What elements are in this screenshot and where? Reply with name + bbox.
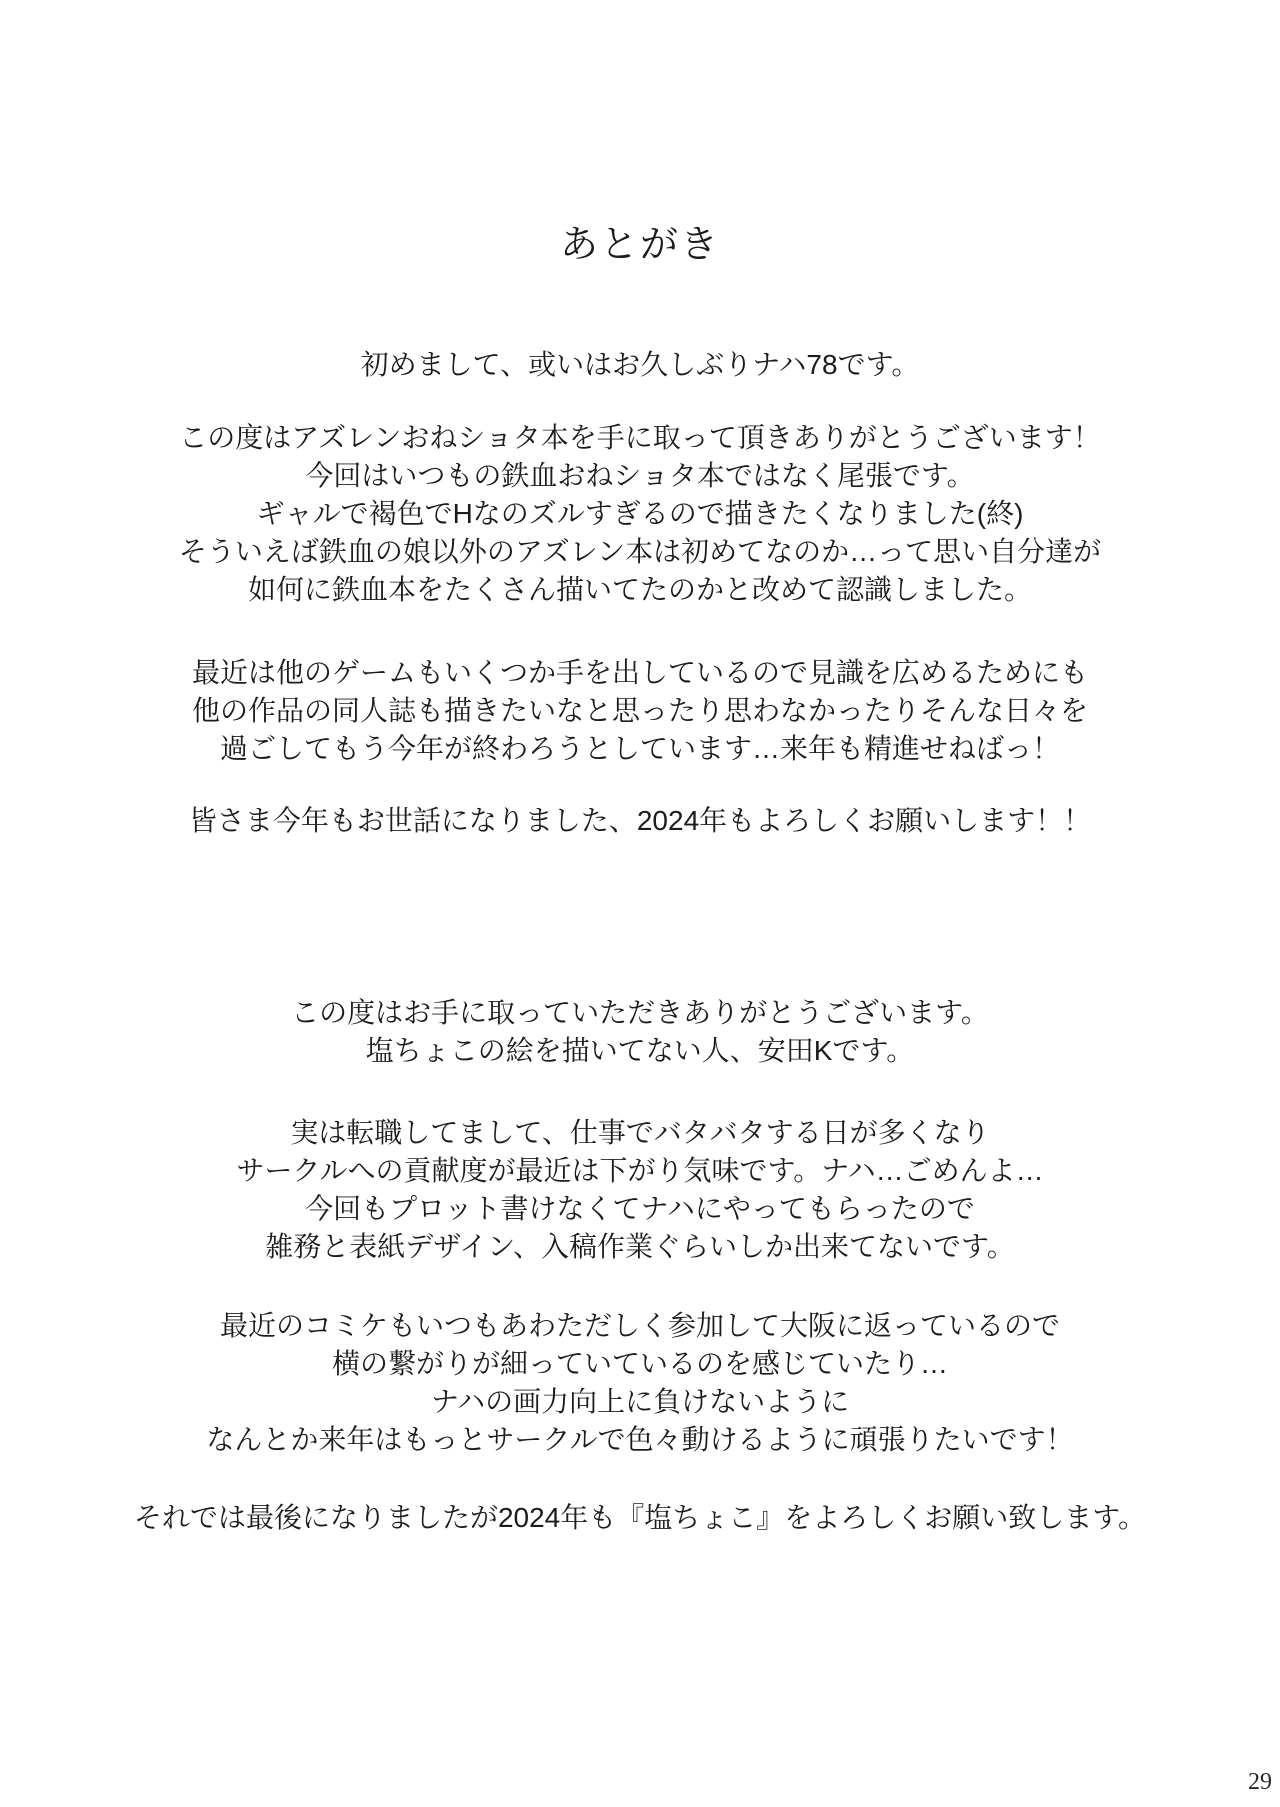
text-line: 如何に鉄血本をたくさん描いてたのかと改めて認識しました。 (247, 574, 1032, 605)
text-line: 実は転職してまして、仕事でバタバタする日が多くなり (290, 1117, 990, 1148)
text-line: 今回もプロット書けなくてナハにやってもらったので (305, 1193, 975, 1224)
section-author-naha (0, 346, 1280, 840)
text-line: 皆さま今年もお世話になりました、2024年もよろしくお願いします！！ (188, 805, 1092, 836)
text-line: この度はアズレンおねショタ本を手に取って頂きありがとうございます！ (179, 422, 1101, 453)
paragraph (0, 802, 1280, 840)
text-line: そういえば鉄血の娘以外のアズレン本は初めてなのか…って思い自分達が (178, 536, 1102, 567)
text-line: 横の繋がりが細っていているのを感じていたり… (331, 1348, 948, 1379)
text-line: 最近は他のゲームもいくつか手を出しているので見識を広めるためにも (191, 657, 1088, 688)
paragraph (0, 346, 1280, 384)
text-line: 最近のコミケもいつもあわただしく参加して大阪に返っているので (219, 1310, 1060, 1341)
text-line: ナハの画力向上に負けないように (430, 1386, 850, 1417)
text-line: ギャルで褐色でHなのズルすぎるので描きたくなりました(終) (256, 498, 1024, 529)
text-line: 今回はいつもの鉄血おねショタ本ではなく尾張です。 (305, 460, 975, 491)
text-line: 初めまして、或いはお久しぶりナハ78です。 (360, 349, 920, 380)
paragraph (0, 1499, 1280, 1537)
text-line: それでは最後になりましたが2024年も『塩ちょこ』をよろしくお願い致します。 (133, 1502, 1147, 1533)
paragraph (0, 419, 1280, 609)
text-line: 塩ちょこの絵を描いてない人、安田Kです。 (365, 1035, 915, 1066)
text-line: 雑務と表紙デザイン、入稿作業ぐらいしか出来てないです。 (265, 1231, 1015, 1262)
paragraph (0, 654, 1280, 768)
section-author-yasuda-k (0, 994, 1280, 1537)
paragraph (0, 994, 1280, 1070)
paragraph (0, 1307, 1280, 1459)
text-line: この度はお手に取っていただきありがとうございます。 (291, 997, 989, 1028)
text-line: 過ごしてもう今年が終わろうとしています…来年も精進せねばっ！ (219, 733, 1060, 764)
paragraph (0, 1114, 1280, 1266)
page-number: 29 (1248, 1769, 1272, 1795)
text-line: なんとか来年はもっとサークルで色々動けるように頑張りたいです！ (206, 1424, 1074, 1455)
text-line: 他の作品の同人誌も描きたいなと思ったり思わなかったりそんな日々を (191, 695, 1088, 726)
text-line: サークルへの貢献度が最近は下がり気味です。ナハ…ごめんよ… (236, 1155, 1044, 1186)
page-title: あとがき (559, 224, 720, 266)
